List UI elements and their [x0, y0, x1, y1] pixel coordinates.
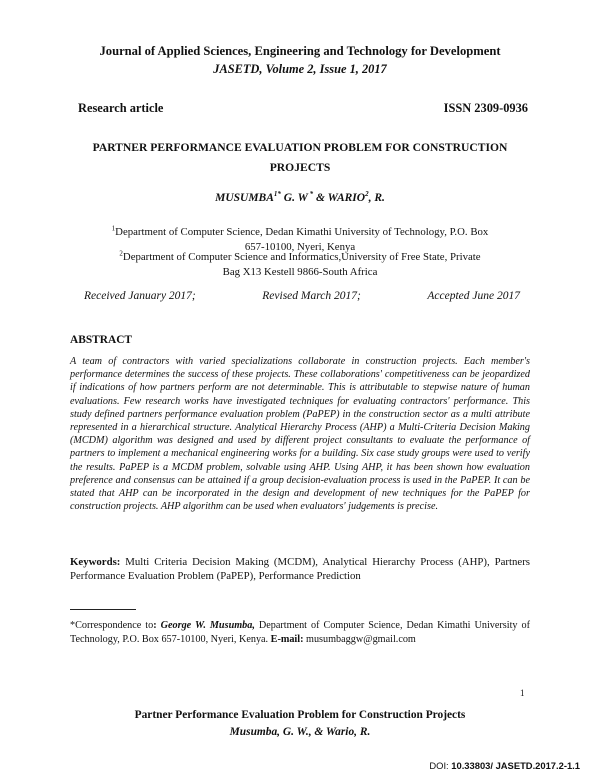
author-2-initials: , R.	[368, 192, 385, 204]
paper-title-line-1: PARTNER PERFORMANCE EVALUATION PROBLEM FOR CONSTRUCTION	[92, 141, 508, 154]
keywords	[70, 555, 530, 583]
footnote-divider	[70, 609, 136, 610]
doi-label: DOI:	[429, 760, 452, 771]
affiliation-2-line-1: Department of Computer Science and Informatics,University of Free State, Private	[122, 251, 481, 263]
affiliation-2-marker: 2	[119, 249, 123, 258]
paper-title-line-2: PROJECTS	[269, 161, 331, 174]
author-line	[0, 192, 600, 204]
author-1-marker: 1*	[273, 190, 281, 199]
volume-issue: JASETD, Volume 2, Issue 1, 2017	[213, 62, 387, 76]
correspondence-prefix: *Correspondence to	[70, 620, 154, 631]
footer-authors: Musumba, G. W., & Wario, R.	[229, 726, 371, 738]
doi	[400, 760, 580, 771]
author-1-initials: G. W	[280, 192, 308, 204]
affiliation-1-line-2: 657-10100, Nyeri, Kenya	[244, 240, 356, 253]
keywords-label: Keywords:	[70, 556, 121, 568]
correspondence-address: Department of Computer Science, Dedan Kimathi University of Technology, P.O. Box 657-10100, Nyeri, Kenya.	[70, 620, 531, 645]
author-2-marker: 2	[365, 190, 369, 199]
doi-value[interactable]: 10.33803/ JASETD.2017.2-1.1	[451, 760, 580, 771]
paper-title	[0, 138, 600, 178]
submission-dates	[84, 290, 520, 302]
correspondence-footnote	[70, 619, 530, 647]
abstract-body: A team of contractors with varied specializations collaborate in construction projects. Each member's performance determines the success of these projects. These collaborations' competitiveness can be jeopardized if indications of how partners perform are not determinable. This is attributable to stepwise nature of human evaluations. Few research works have investigated techniques for evaluating contractors' performance. This study defined partners performance evaluation problem (PaPEP) in the construction sector as a multi attribute represented in a hierarchical structure. Analytical Hierarchy Process (AHP) a Multi-Criteria Decision Making (MCDM) algorithm was designed and used by different project consultants to evaluate the performance of partners to implement a mechanical engineering works for a building. Six case study groups were used to verify the results. PaPEP is a MCDM problem, solvable using AHP. Using AHP, it has been shown how evaluation preference and consensus can be attained if a group decision-evaluation process is used in the PaPEP. It can be stated that AHP can be incorporated in the design and development of new techniques for the PaPEP for construction projects. AHP algorithm can be used when evaluators' judgements is precise.	[70, 356, 530, 513]
issn: ISSN 2309-0936	[443, 101, 528, 115]
accepted-date: Accepted June 2017	[427, 290, 520, 302]
article-meta-row	[78, 101, 528, 116]
keywords-text: Multi Criteria Decision Making (MCDM), Analytical Hierarchy Process (AHP), Partners Performance Evaluation Problem (PaPEP), Performance Prediction	[70, 556, 530, 583]
email-address[interactable]: musumbaggw@gmail.com	[303, 634, 416, 645]
author-1-star: *	[307, 190, 314, 199]
correspondence-colon: :	[153, 620, 161, 631]
correspondence-name: George W. Musumba,	[160, 620, 255, 631]
revised-date: Revised March 2017;	[262, 290, 361, 302]
abstract-heading: ABSTRACT	[70, 334, 133, 346]
journal-name: Journal of Applied Sciences, Engineering and Technology for Development	[99, 44, 501, 58]
author-1-surname: MUSUMBA	[215, 192, 274, 204]
received-date: Received January 2017;	[84, 290, 196, 302]
author-2-surname: & WARIO	[313, 192, 366, 204]
affiliation-1-marker: 1	[111, 224, 116, 233]
footer-title: Partner Performance Evaluation Problem for Construction Projects	[134, 709, 466, 721]
affiliation-2-line-2: Bag X13 Kestell 9866-South Africa	[222, 265, 378, 278]
article-type: Research article	[78, 101, 164, 115]
page-number: 1	[520, 688, 525, 698]
affiliation-2	[70, 250, 530, 279]
affiliation-1-line-1: Department of Computer Science, Dedan Kimathi University of Technology, P.O. Box	[115, 226, 489, 238]
email-label: E-mail:	[270, 634, 304, 645]
